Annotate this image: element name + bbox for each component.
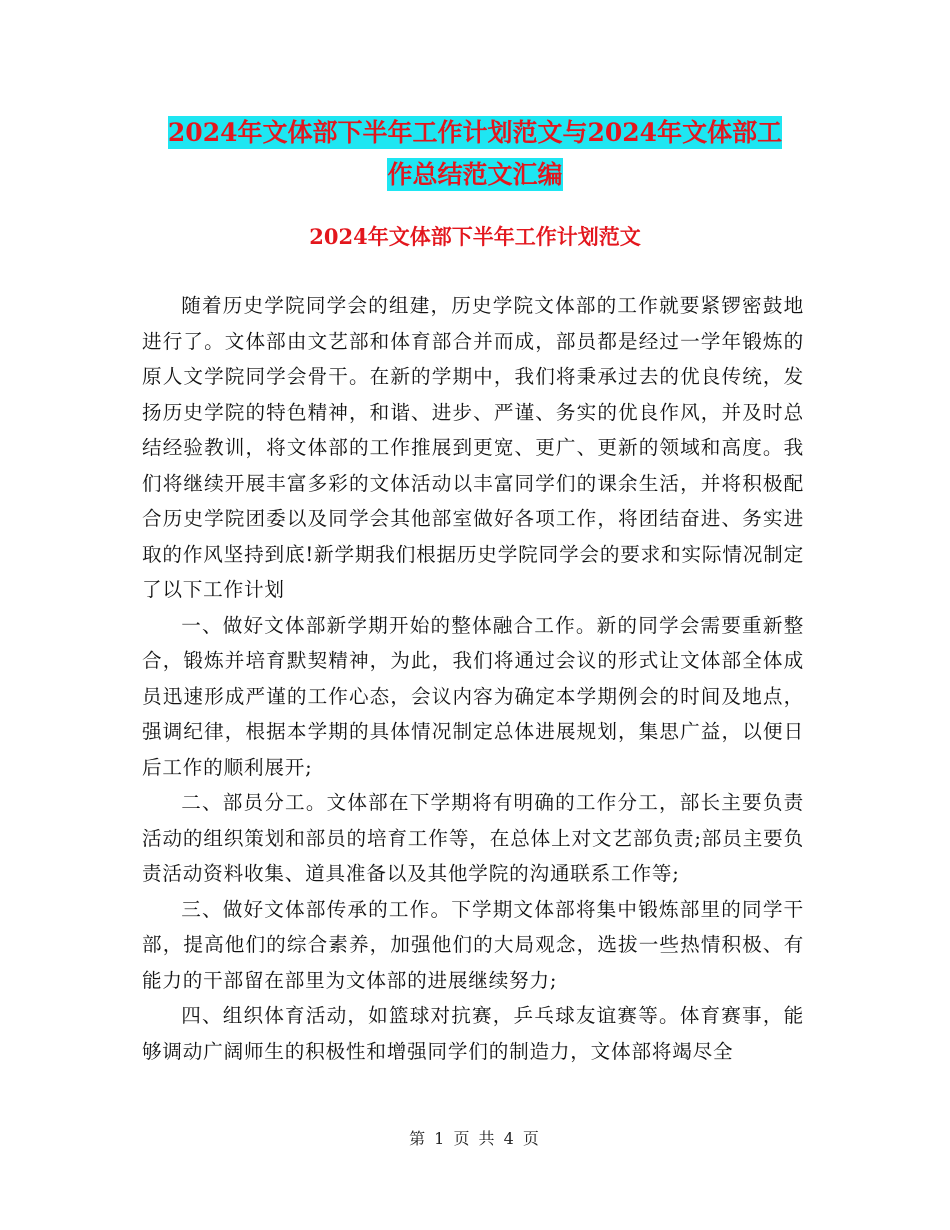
- paragraph-item-1: 一、做好文体部新学期开始的整体融合工作。新的同学会需要重新整合，锻炼并培育默契精神，为此，我们将通过会议的形式让文体部全体成员迅速形成严谨的工作心态，会议内容为确定本学期例会的时间及地点，强调纪律，根据本学期的具体情况制定总体进展规划，集思广益，以便日后工作的顺利展开;: [142, 613, 804, 779]
- paragraph-intro: 随着历史学院同学会的组建，历史学院文体部的工作就要紧锣密鼓地进行了。文体部由文艺部和体育部合并而成，部员都是经过一学年锻炼的原人文学院同学会骨干。在新的学期中，我们将秉承过去的优良传统，发扬历史学院的特色精神，和谐、进步、严谨、务实的优良作风，并及时总结经验教训，将文体部的工作推展到更宽、更广、更新的领域和高度。我们将继续开展丰富多彩的文体活动以丰富同学们的课余生活，并将积极配合历史学院团委以及同学会其他部室做好各项工作，将团结奋进、务实进取的作风坚持到底!新学期我们根据历史学院同学会的要求和实际情况制定了以下工作计划: [142, 294, 804, 601]
- paragraph-item-3: 三、做好文体部传承的工作。下学期文体部将集中锻炼部里的同学干部，提高他们的综合素养，加强他们的大局观念，选拔一些热情积极、有能力的干部留在部里为文体部的进展继续努力;: [142, 897, 804, 992]
- section-title: 2024年文体部下半年工作计划范文: [309, 224, 641, 249]
- paragraph-item-2: 二、部员分工。文体部在下学期将有明确的工作分工，部长主要负责活动的组织策划和部员的培育工作等，在总体上对文艺部负责;部员主要负责活动资料收集、道具准备以及其他学院的沟通联系工作等;: [142, 791, 804, 885]
- document-title: [140, 112, 810, 196]
- document-body: [142, 288, 804, 1069]
- document-title-line-1: 2024年文体部下半年工作计划范文与2024年文体部工: [167, 118, 783, 147]
- document-title-line-2: 作总结范文汇编: [387, 160, 563, 189]
- page-number-footer: 第 1 页 共 4 页: [409, 1129, 541, 1148]
- paragraph-item-4: 四、组织体育活动，如篮球对抗赛，乒乓球友谊赛等。体育赛事，能够调动广阔师生的积极性和增强同学们的制造力，文体部将竭尽全: [142, 1004, 804, 1063]
